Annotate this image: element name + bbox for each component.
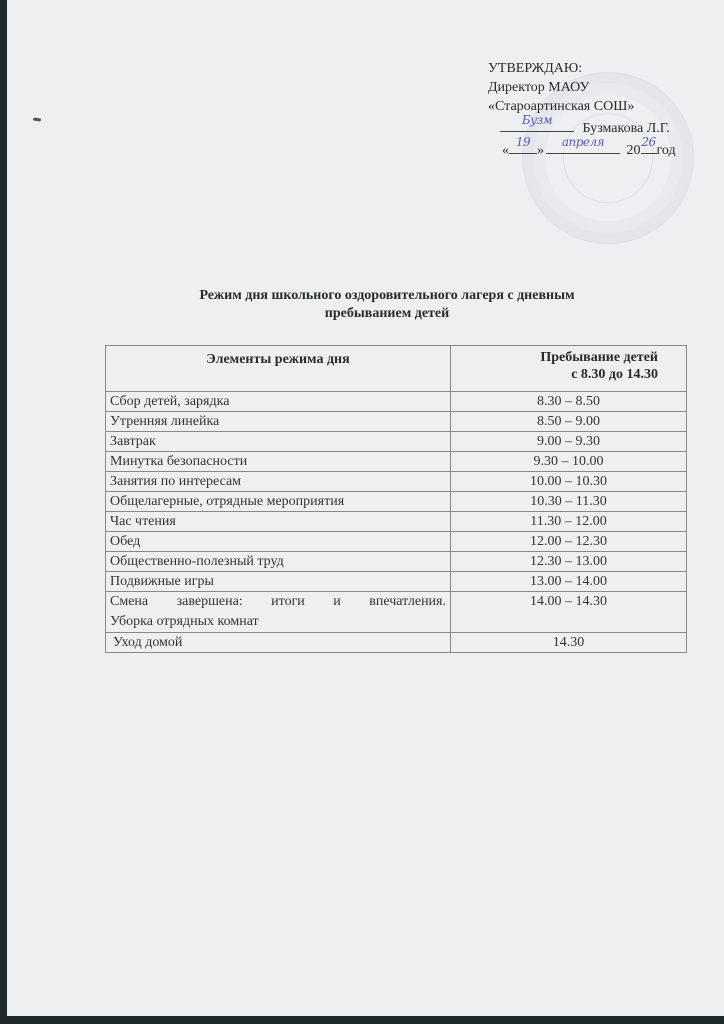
time-cell: 14.30 (451, 633, 687, 653)
handwritten-year: 26 (641, 135, 656, 149)
date-open-quote: « (502, 143, 509, 158)
activity-cell: Минутка безопасности (106, 452, 451, 472)
table-row (106, 392, 687, 412)
activity-cell (106, 592, 451, 633)
header-time (451, 346, 687, 392)
document-page (7, 0, 724, 1016)
time-cell: 14.00 – 14.30 (451, 592, 687, 633)
title-line-2: пребыванием детей (324, 306, 450, 321)
year-suffix-line (641, 135, 657, 154)
activity-line-2: Уборка отрядных комнат (110, 614, 259, 629)
table-row (106, 452, 687, 472)
activity-cell: Общелагерные, отрядные мероприятия (106, 492, 451, 512)
activity-cell: Занятия по интересам (106, 472, 451, 492)
date-close-quote: » (537, 143, 544, 158)
signer-name: Бузмакова Л.Г. (582, 121, 670, 136)
handwritten-month: апреля (561, 135, 605, 149)
approval-organization: «Староартинская СОШ» (488, 99, 635, 114)
table-row (106, 572, 687, 592)
table-row (106, 492, 687, 512)
activity-cell: Обед (106, 532, 451, 552)
date-month-line (546, 135, 620, 154)
table-row (106, 412, 687, 432)
activity-cell: Подвижные игры (106, 572, 451, 592)
activity-cell: Час чтения (106, 512, 451, 532)
signature-line (500, 113, 574, 132)
date-row (488, 135, 676, 160)
daily-schedule-table (105, 345, 687, 653)
approval-position: Директор МАОУ (488, 80, 590, 95)
date-day-line (509, 135, 537, 154)
header-time-line-1: Пребывание детей (540, 350, 658, 365)
handwritten-signature: Бузм (521, 113, 553, 127)
year-prefix: 20 (626, 143, 641, 158)
document-title (127, 287, 647, 323)
header-time-line-2: с 8.30 до 14.30 (571, 367, 658, 382)
activity-cell: Утренняя линейка (106, 412, 451, 432)
table-header-row (106, 346, 687, 392)
activity-line-1: Смена завершена: итоги и впечатления. (110, 594, 446, 609)
handwritten-day: 19 (515, 135, 531, 149)
table-row (106, 633, 687, 653)
table-row (106, 592, 687, 633)
header-activity: Элементы режима дня (106, 346, 451, 392)
time-cell: 13.00 – 14.00 (451, 572, 687, 592)
time-cell: 11.30 – 12.00 (451, 512, 687, 532)
activity-cell: Сбор детей, зарядка (106, 392, 451, 412)
year-word: год (656, 143, 676, 158)
title-line-1: Режим дня школьного оздоровительного лагеря с дневным (199, 288, 575, 303)
activity-cell: Общественно-полезный труд (106, 552, 451, 572)
table-row (106, 472, 687, 492)
time-cell: 12.30 – 13.00 (451, 552, 687, 572)
time-cell: 9.30 – 10.00 (451, 452, 687, 472)
table-row (106, 552, 687, 572)
activity-cell: Уход домой (106, 633, 451, 653)
activity-cell: Завтрак (106, 432, 451, 452)
scan-speck (33, 117, 41, 121)
table-row (106, 512, 687, 532)
time-cell: 9.00 – 9.30 (451, 432, 687, 452)
time-cell: 8.30 – 8.50 (451, 392, 687, 412)
table-row (106, 532, 687, 552)
scan-bottom-edge (0, 1016, 724, 1024)
time-cell: 8.50 – 9.00 (451, 412, 687, 432)
table-row (106, 432, 687, 452)
time-cell: 12.00 – 12.30 (451, 532, 687, 552)
approval-block (488, 59, 676, 160)
time-cell: 10.30 – 11.30 (451, 492, 687, 512)
time-cell: 10.00 – 10.30 (451, 472, 687, 492)
approval-heading: УТВЕРЖДАЮ: (488, 61, 583, 76)
